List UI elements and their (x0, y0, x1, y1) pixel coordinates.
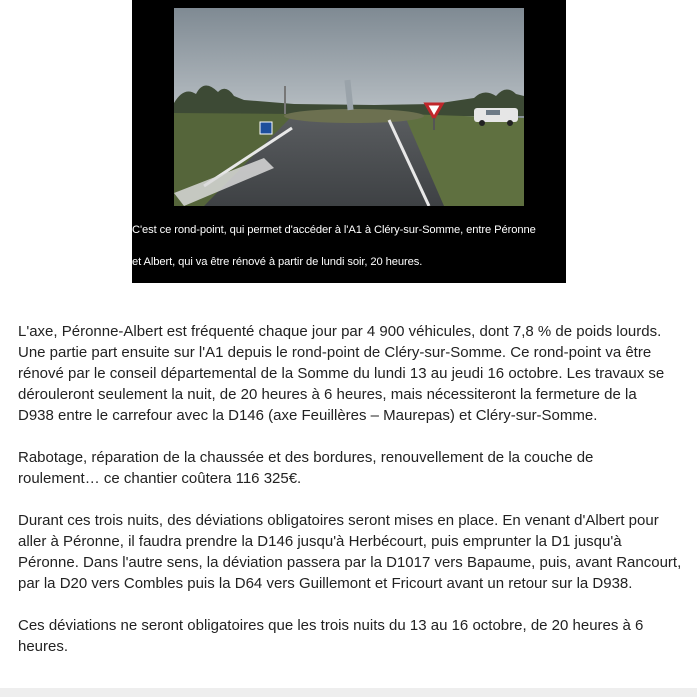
paragraph-line: Rabotage, réparation de la chaussée et des bordures, renouvellement de la couche de (18, 449, 594, 466)
article-paragraph (18, 447, 682, 489)
paragraph-line: heures. (18, 638, 69, 655)
article-body (18, 321, 682, 678)
paragraph-line: dérouleront seulement la nuit, de 20 heures à 6 heures, mais nécessiteront la fermeture de la (18, 386, 637, 403)
paragraph-line: par la D20 vers Combles puis la D64 vers Guillemont et Fricourt avant un retour sur la D938. (18, 575, 633, 592)
paragraph-line: Une partie part ensuite sur l'A1 depuis le rond-point de Cléry-sur-Somme. Ce rond-point va être (18, 344, 652, 361)
paragraph-line: L'axe, Péronne-Albert est fréquenté chaque jour par 4 900 véhicules, dont 7,8 % de poids lourds. (18, 323, 662, 340)
photo-caption (132, 214, 566, 278)
article-paragraph (18, 615, 682, 657)
article-figure (132, 0, 566, 283)
paragraph-line: Ces déviations ne seront obligatoires que les trois nuits du 13 au 16 octobre, de 20 heures à 6 (18, 617, 644, 634)
article-paragraph (18, 510, 682, 594)
paragraph-line: D938 entre le carrefour avec la D146 (axe Feuillères – Maurepas) et Cléry-sur-Somme. (18, 407, 598, 424)
caption-line: C'est ce rond-point, qui permet d'accéder à l'A1 à Cléry-sur-Somme, entre Péronne (132, 224, 536, 236)
footer-divider (0, 688, 697, 697)
paragraph-line: Péronne. Dans l'autre sens, la déviation passera par la D1017 vers Bapaume, puis, avant Rancourt, (18, 554, 682, 571)
roundabout-photo (174, 8, 524, 206)
paragraph-line: Durant ces trois nuits, des déviations obligatoires seront mises en place. En venant d'Albert pour (18, 512, 659, 529)
paragraph-line: rénové par le conseil départemental de la Somme du lundi 13 au jeudi 16 octobre. Les travaux se (18, 365, 665, 382)
article-paragraph (18, 321, 682, 426)
paragraph-line: roulement… ce chantier coûtera 116 325€. (18, 470, 302, 487)
paragraph-line: aller à Péronne, il faudra prendre la D146 jusqu'à Herbécourt, puis emprunter la D1 jusqu'à (18, 533, 622, 550)
roundabout-photo-illustration (174, 8, 524, 206)
caption-line: et Albert, qui va être rénové à partir de lundi soir, 20 heures. (132, 256, 423, 268)
